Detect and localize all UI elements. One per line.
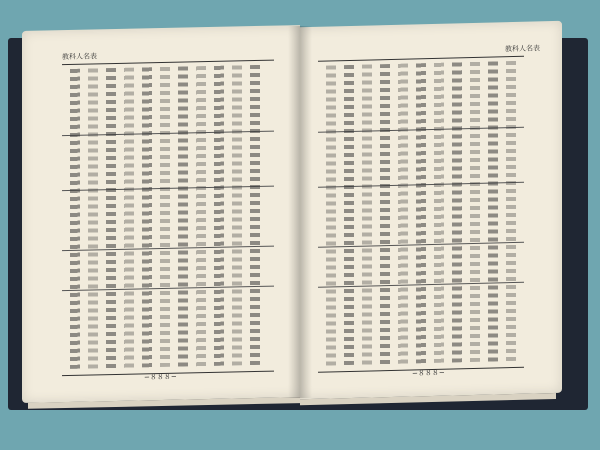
book-gutter	[288, 26, 312, 398]
text-column	[160, 67, 170, 367]
text-column	[106, 68, 116, 368]
text-column	[470, 62, 480, 362]
text-column	[196, 66, 206, 366]
text-column	[416, 63, 426, 363]
right-page-number: −８８８−	[412, 368, 445, 378]
text-column	[250, 65, 260, 365]
text-column	[434, 63, 444, 363]
text-column	[232, 65, 242, 365]
text-column	[142, 67, 152, 367]
text-column	[214, 66, 224, 366]
left-page-number: −８８８−	[144, 372, 177, 382]
left-page-table	[62, 60, 274, 376]
text-column	[452, 62, 462, 362]
text-column	[70, 69, 80, 369]
left-page-header: 教科人名表	[62, 52, 97, 62]
text-column	[488, 61, 498, 361]
text-column	[88, 68, 98, 368]
text-column	[124, 68, 134, 368]
text-column	[506, 61, 516, 361]
right-page	[300, 21, 562, 399]
text-column	[344, 65, 354, 365]
right-page-header: 教科人名表	[505, 44, 540, 54]
text-column	[178, 66, 188, 366]
text-column	[362, 64, 372, 364]
text-column	[398, 64, 408, 364]
left-page	[22, 25, 300, 403]
right-page-table	[318, 56, 524, 373]
text-column	[326, 65, 336, 365]
text-column	[380, 64, 390, 364]
